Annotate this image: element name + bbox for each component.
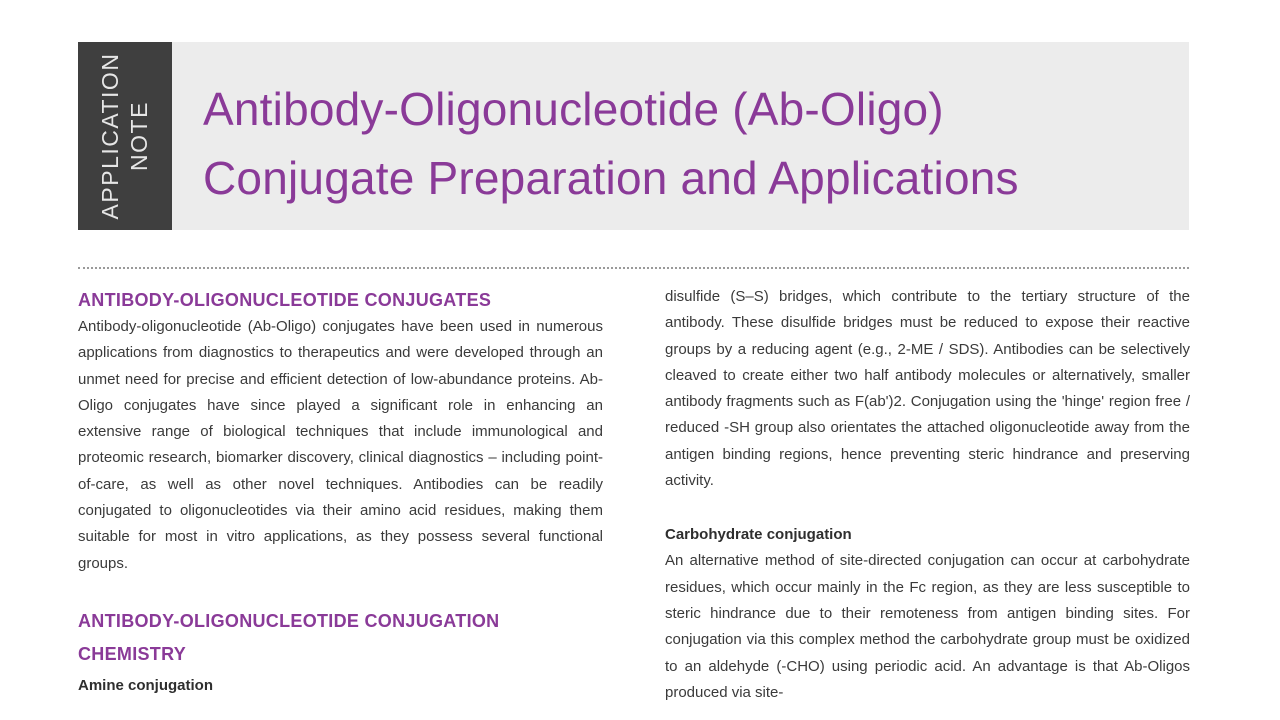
side-tab-line-2: NOTE [126,101,152,171]
title-line-2: Conjugate Preparation and Applications [203,152,1019,204]
title-line-1: Antibody-Oligonucleotide (Ab-Oligo) [203,83,944,135]
section-heading-chemistry: ANTIBODY-OLIGONUCLEOTIDE CONJUGATION CHEMISTRY [78,610,500,664]
page-title [203,75,1173,213]
section-divider [78,267,1189,269]
subheading-carbohydrate-conjugation: Carbohydrate conjugation [665,526,852,544]
carbohydrate-paragraph: An alternative method of site-directed conjugation can occur at carbohydrate residues, which occur mainly in the Fc region, as they are less susceptible to steric hindrance due to their remoteness from antigen binding sites. For conjugation via this complex method the carbohydrate group must be oxidized to an aldehyde (-CHO) using periodic acid. An advantage is that Ab-Oligos produced via site- [665,552,1190,701]
application-note-label [96,42,154,230]
spacer [665,494,1190,522]
conjugates-paragraph: Antibody-oligonucleotide (Ab-Oligo) conjugates have been used in numerous applications from diagnostics to therapeutics and were developed through an unmet need for precise and efficient detection of low-abundance proteins. Ab-Oligo conjugates have since played a significant role in enhancing an extensive range of biological techniques that include immunological and proteomic research, biomarker discovery, clinical diagnostics – including point-of-care, as well as other novel techniques. Antibodies can be readily conjugated to oligonucleotides via their amino acid residues, making them suitable for most in vitro applications, as they possess several functional groups. [78,318,603,572]
subheading-amine-conjugation: Amine conjugation [78,676,213,694]
side-tab-line-1: APPLICATION [97,52,123,220]
right-column [665,284,1190,706]
application-note-tab [78,42,172,230]
spacer [78,577,603,605]
section-heading-conjugates: ANTIBODY-OLIGONUCLEOTIDE CONJUGATES [78,290,492,310]
left-column [78,286,603,699]
disulfide-paragraph: disulfide (S–S) bridges, which contribute to the tertiary structure of the antibody. These disulfide bridges must be reduced to expose their reactive groups by a reducing agent (e.g., 2-ME / SDS). Antibodies can be selectively cleaved to create either two half antibody molecules or alternatively, smaller antibody fragments such as F(ab')2. Conjugation using the 'hinge' region free / reduced -SH group also orientates the attached oligonucleotide away from the antigen binding regions, hence preventing steric hindrance and preserving activity. [665,288,1190,490]
